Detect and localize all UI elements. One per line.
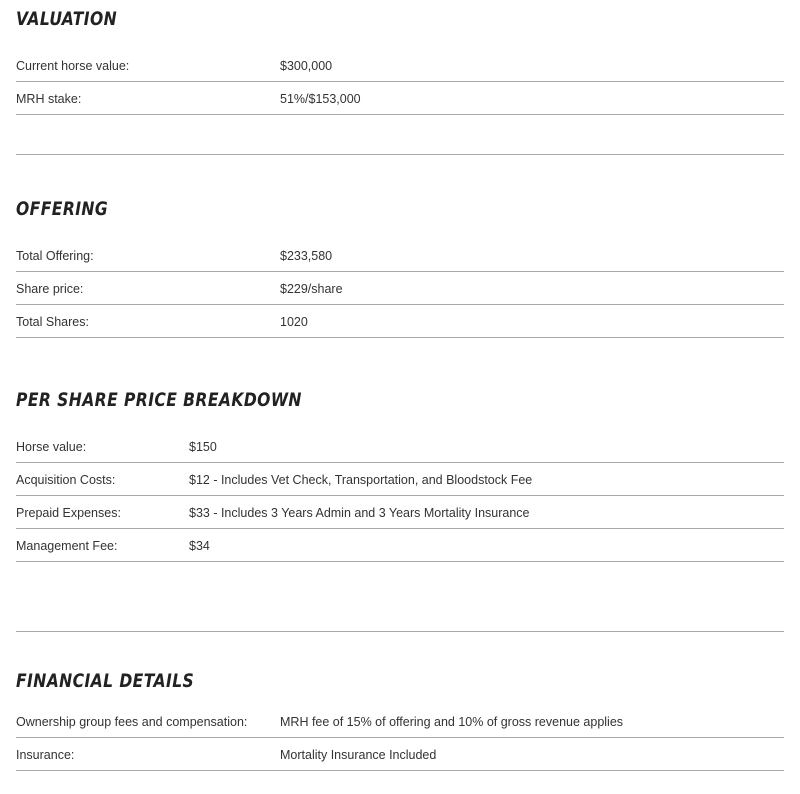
row-value: $34 xyxy=(189,539,210,553)
row-label: Total Offering: xyxy=(16,249,94,263)
table-row xyxy=(16,738,784,771)
row-label: MRH stake: xyxy=(16,92,82,106)
row-value: $12 - Includes Vet Check, Transportation, and Bloodstock Fee xyxy=(189,473,533,487)
table-row xyxy=(16,705,784,738)
table-row xyxy=(16,496,784,529)
offering-heading: OFFERING xyxy=(16,198,109,220)
section-divider xyxy=(16,154,784,155)
row-value: 51%/$153,000 xyxy=(280,92,361,106)
valuation-heading: VALUATION xyxy=(16,8,118,30)
row-label: Prepaid Expenses: xyxy=(16,506,121,520)
row-value: $300,000 xyxy=(280,59,333,73)
table-row xyxy=(16,463,784,496)
table-row xyxy=(16,82,784,115)
table-row xyxy=(16,49,784,82)
row-value: $233,580 xyxy=(280,249,333,263)
row-label: Acquisition Costs: xyxy=(16,473,116,487)
row-value: $150 xyxy=(189,440,217,454)
section-divider xyxy=(16,631,784,632)
row-value: Mortality Insurance Included xyxy=(280,748,437,762)
table-row xyxy=(16,272,784,305)
row-label: Total Shares: xyxy=(16,315,89,329)
row-value: $229/share xyxy=(280,282,343,296)
breakdown-heading: PER SHARE PRICE BREAKDOWN xyxy=(16,389,302,411)
financial-heading: FINANCIAL DETAILS xyxy=(16,670,195,692)
row-value: MRH fee of 15% of offering and 10% of gross revenue applies xyxy=(280,715,624,729)
row-label: Ownership group fees and compensation: xyxy=(16,715,248,729)
table-row xyxy=(16,430,784,463)
table-row xyxy=(16,529,784,562)
row-label: Management Fee: xyxy=(16,539,118,553)
table-row xyxy=(16,305,784,338)
row-value: 1020 xyxy=(280,315,308,329)
row-label: Current horse value: xyxy=(16,59,130,73)
row-label: Insurance: xyxy=(16,748,75,762)
row-label: Horse value: xyxy=(16,440,87,454)
table-row xyxy=(16,239,784,272)
row-value: $33 - Includes 3 Years Admin and 3 Years Mortality Insurance xyxy=(189,506,530,520)
row-label: Share price: xyxy=(16,282,84,296)
